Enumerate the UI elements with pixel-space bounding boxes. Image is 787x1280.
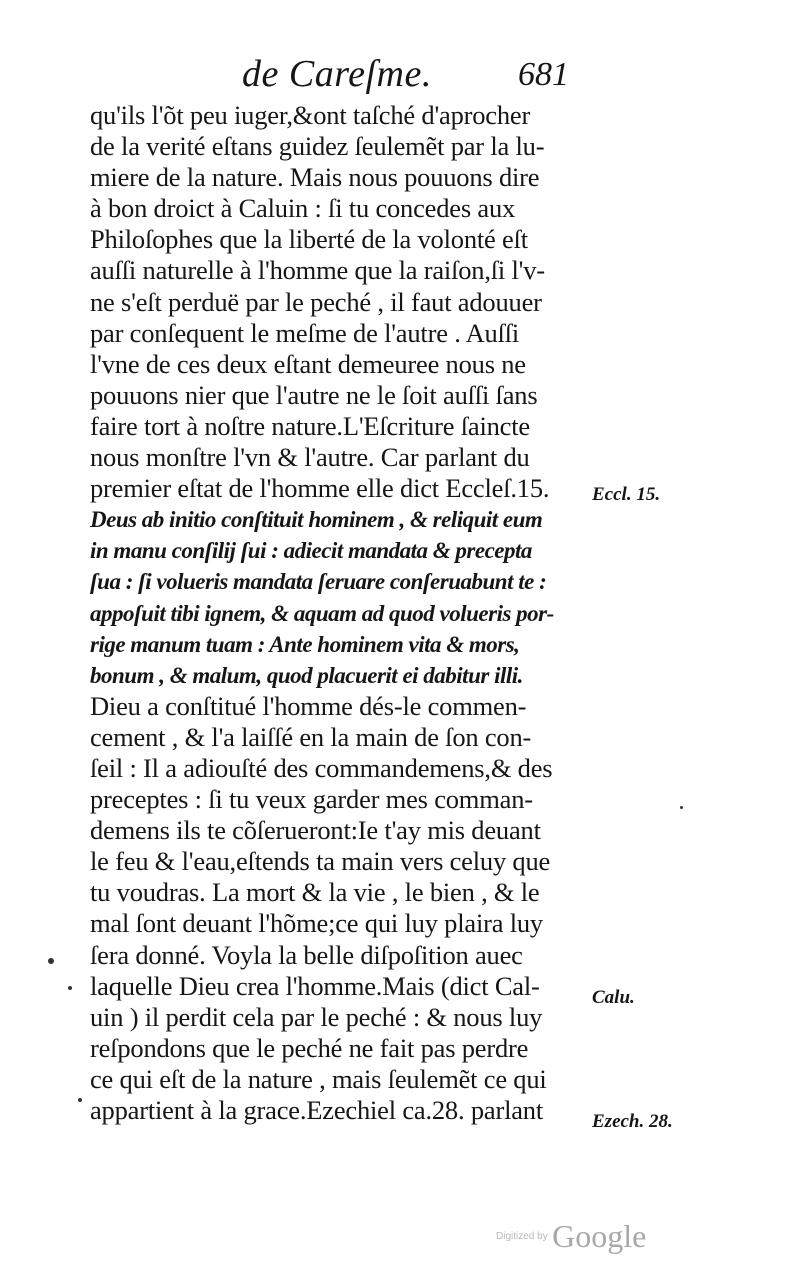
text-line: ſeil : Il a adiouſté des commandemens,& des xyxy=(90,752,553,783)
text-line: de la verité eſtans guidez ſeulemẽt par la lu- xyxy=(90,131,545,162)
text-line: par conſequent le meſme de l'autre . Auſſi xyxy=(90,317,520,348)
google-logo: Google xyxy=(552,1218,647,1254)
text-line: laquelle Dieu crea l'homme.Mais (dict Cal- xyxy=(90,970,540,1001)
digitized-watermark xyxy=(496,1218,646,1255)
text-line: preceptes : ſi tu veux garder mes comman- xyxy=(90,784,533,815)
text-line: reſpondons que le peché ne fait pas perdre xyxy=(90,1032,529,1063)
margin-note-eccl: Eccl. 15. xyxy=(592,484,661,505)
text-line: appartient à la grace.Ezechiel ca.28. parlant xyxy=(90,1095,544,1125)
ink-speck xyxy=(48,958,54,964)
latin-quote-line: bonum , & malum, quod placuerit ei dabitur illi. xyxy=(90,662,523,688)
text-line: uin ) il perdit cela par le peché : & nous luy xyxy=(90,1001,543,1032)
body-text xyxy=(90,100,590,1126)
text-line: premier eſtat de l'homme elle dict Eccleſ.15. xyxy=(90,473,550,504)
text-line: ce qui eſt de la nature , mais ſeulemẽt ce qui xyxy=(90,1063,547,1094)
latin-quote-line: Deus ab initio conſtituit hominem , & reliquit eum xyxy=(90,507,543,533)
watermark-prefix: Digitized by xyxy=(496,1231,548,1242)
text-line: le feu & l'eau,eſtends ta main vers celuy que xyxy=(90,846,551,877)
ink-speck xyxy=(68,986,72,990)
margin-note-calu: Calu. xyxy=(592,987,635,1008)
text-line: Philoſophes que la liberté de la volonté eſt xyxy=(90,224,528,255)
text-line: ne s'eſt perduë par le peché , il faut adouuer xyxy=(90,286,542,317)
running-header-title: de Careſme. xyxy=(242,53,432,95)
latin-quote-line: in manu conſilij ſui : adiecit mandata & precepta xyxy=(90,538,532,564)
text-line: miere de la nature. Mais nous pouuons dire xyxy=(90,162,540,193)
page-number: 681 xyxy=(518,56,569,93)
text-line: cement , & l'a laiſſé en la main de ſon con- xyxy=(90,721,532,752)
text-line: à bon droict à Caluin : ſi tu concedes aux xyxy=(90,193,516,224)
text-line: nous monſtre l'vn & l'autre. Car parlant du xyxy=(90,442,530,473)
text-line: l'vne de ces deux eſtant demeuree nous ne xyxy=(90,348,526,379)
text-line: auſſi naturelle à l'homme que la raiſon,ſi l'v- xyxy=(90,255,545,286)
ink-speck xyxy=(680,806,683,809)
latin-quote-line: rige manum tuam : Ante hominem vita & mors, xyxy=(90,631,520,657)
text-line: mal ſont deuant l'hõme;ce qui luy plaira luy xyxy=(90,908,543,939)
text-line: qu'ils l'õt peu iuger,&ont taſché d'aprocher xyxy=(90,100,531,130)
text-line: Dieu a conſtitué l'homme dés-le commen- xyxy=(90,690,527,721)
latin-quote-line: ſua : ſi volueris mandata ſeruare conſeruabunt te : xyxy=(90,569,547,595)
text-line: demens ils te cõſerueront:Ie t'ay mis deuant xyxy=(90,815,541,846)
text-line: tu voudras. La mort & la vie , le bien , & le xyxy=(90,877,540,908)
text-line: pouuons nier que l'autre ne le ſoit auſſi ſans xyxy=(90,379,538,410)
latin-quote-line: appoſuit tibi ignem, & aquam ad quod volueris por- xyxy=(90,600,554,626)
ink-speck xyxy=(78,1098,82,1102)
margin-note-ezech: Ezech. 28. xyxy=(592,1111,673,1132)
text-line: ſera donné. Voyla la belle diſpoſition auec xyxy=(90,939,523,970)
text-line: faire tort à noſtre nature.L'Eſcriture ſaincte xyxy=(90,410,530,441)
